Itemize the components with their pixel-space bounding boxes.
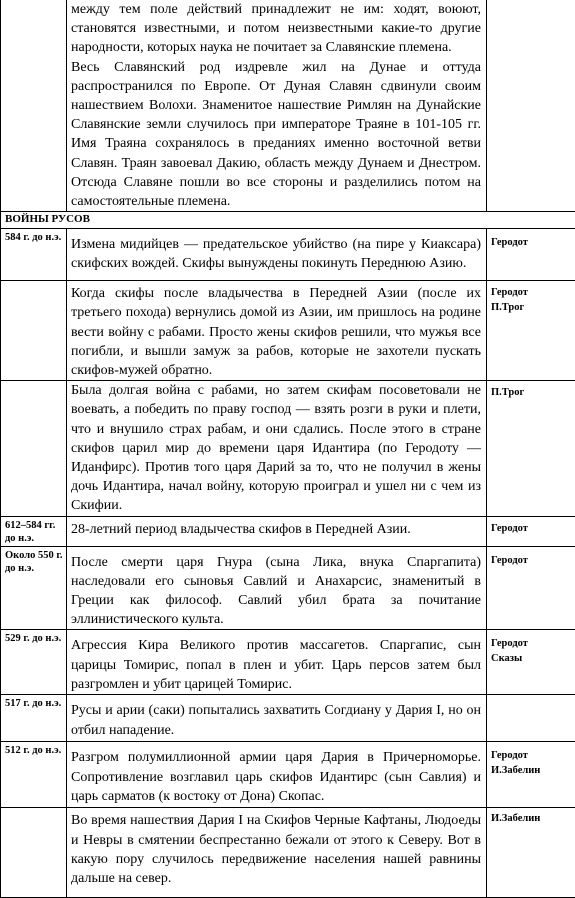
intro-paragraph: Весь Славянский род издревле жил на Дунае и оттуда распространился по Европе. От Дуная Славян сдвинули своим нашествием Волохи. Знаменитое нашествие Римлян на Дунайские Славянские земли случилось при императоре Траяне в 101-105 гг. Имя Траяна сохранялось в преданиях именно восточной ветви Славян. Траян завоевал Дакию, область между Дунаем и Днестром. Отсюда Славяне пошли во все стороны и разделились потом на самостоятельные племена. — [71, 58, 481, 212]
event-text: 28-летний период владычества скифов в Передней Азии. — [67, 516, 487, 546]
table-row — [1, 695, 575, 742]
source-name: Геродот — [491, 285, 572, 300]
intro-source-cell — [487, 0, 575, 212]
date-cell: Около 550 г. до н.э. — [1, 546, 67, 630]
source-cell — [487, 381, 575, 516]
source-cell — [487, 229, 575, 281]
table-row — [1, 630, 575, 695]
table-row — [1, 381, 575, 516]
source-name: Геродот — [491, 748, 572, 763]
source-name: Сказы — [491, 651, 572, 666]
event-text: Измена мидийцев — предательское убийство (на пире у Киаксара) скифских вождей. Скифы вынуждены покинуть Переднюю Азию. — [67, 229, 487, 281]
event-text: После смерти царя Гнура (сына Лика, внука Спаргапита) наследовали его сыновья Савлий и Анахарсис, знаменитый в Греции как философ. Савлий убил брата за почитание эллинистического культа. — [67, 546, 487, 630]
date-cell — [1, 281, 67, 381]
table-row — [1, 808, 575, 898]
date-cell: 517 г. до н.э. — [1, 695, 67, 742]
date-cell — [1, 381, 67, 516]
intro-row — [1, 0, 575, 212]
source-cell — [487, 281, 575, 381]
event-text: Разгром полумиллионной армии царя Дария в Причерноморье. Сопротивление возглавил царь скифов Идантирс (сын Савлия) и царь сарматов (к востоку от Дона) Скопас. — [67, 742, 487, 808]
source-name: И.Забелин — [491, 811, 572, 826]
table-row — [1, 516, 575, 546]
event-text: Русы и арии (саки) попытались захватить Согдиану у Дария I, но он отбил нападение. — [67, 695, 487, 742]
source-cell — [487, 742, 575, 808]
source-name: И.Забелин — [491, 763, 572, 778]
source-name: Геродот — [491, 553, 572, 568]
source-name: П.Трог — [491, 385, 572, 400]
table-row — [1, 546, 575, 630]
intro-text-cell — [67, 0, 487, 212]
source-cell — [487, 630, 575, 695]
section-heading-row — [1, 212, 575, 229]
date-cell: 529 г. до н.э. — [1, 630, 67, 695]
source-name: Геродот — [491, 636, 572, 651]
source-name: Геродот — [491, 235, 572, 250]
table-row — [1, 229, 575, 281]
source-name: П.Трог — [491, 300, 572, 315]
source-cell — [487, 808, 575, 898]
event-text: Была долгая война с рабами, но затем скифам посоветовали не воевать, а победить по праву господ — взять розги в руки и плети, что и внушило страх рабам, и они сдались. После этого в стране скифов царил мир до времени царя Идантира (по Геродоту — Иданфирс). Против того царя Дарий за то, что не получил в жены дочь Идантира, начал войну, которую проиграл и ушел ни с чем из Скифии. — [67, 381, 487, 516]
source-name: Геродот — [491, 521, 572, 536]
event-text: Во время нашествия Дария I на Скифов Черные Кафтаны, Людоеды и Невры в смятении беспрестанно бежали от этого к Северу. Вот в какую пору случилось передвижение населения нашей равнины дальше на север. — [67, 808, 487, 898]
intro-date-cell — [1, 0, 67, 212]
date-cell: 612–584 гг. до н.э. — [1, 516, 67, 546]
intro-paragraph: между тем поле действий принадлежит не им: ходят, воюют, становятся известными, и потом неизвестными какие-то другие народности, которых наука не почитает за Славянские племена. — [71, 0, 481, 58]
source-cell — [487, 695, 575, 742]
event-text: Агрессия Кира Великого против массагетов. Спаргапис, сын царицы Томирис, попал в плен и убит. Царь персов затем был разгромлен и убит царицей Томирис. — [67, 630, 487, 695]
source-cell — [487, 516, 575, 546]
source-cell — [487, 546, 575, 630]
section-title: ВОЙНЫ РУСОВ — [1, 212, 575, 229]
date-cell: 512 г. до н.э. — [1, 742, 67, 808]
date-cell — [1, 808, 67, 898]
table-row — [1, 281, 575, 381]
table-row — [1, 742, 575, 808]
date-cell: 584 г. до н.э. — [1, 229, 67, 281]
event-text: Когда скифы после владычества в Передней Азии (после их третьего похода) вернулись домой из Азии, им пришлось на родине вести войну с рабами. Просто жены скифов решили, что мужья все погибли, и вышли замуж за рабов, которые не захотели пускать скифов-мужей обратно. — [67, 281, 487, 381]
